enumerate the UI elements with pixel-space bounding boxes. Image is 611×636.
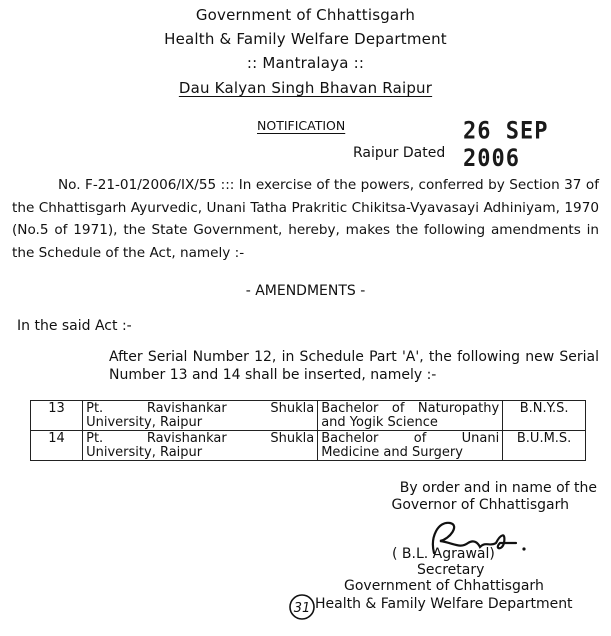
seal-stamp-icon bbox=[287, 592, 317, 622]
degree-word: Bachelor bbox=[321, 401, 379, 416]
university-word: Pt. bbox=[86, 401, 104, 416]
amendments-heading bbox=[0, 283, 611, 299]
degree-line1 bbox=[321, 402, 499, 416]
degree-line1 bbox=[321, 432, 499, 446]
serial-number-cell: 13 bbox=[31, 401, 83, 431]
signatory-name: ( B.L. Agrawal) bbox=[392, 546, 495, 562]
university-word: Ravishankar bbox=[146, 401, 227, 416]
schedule-table bbox=[30, 400, 586, 461]
university-line2: University, Raipur bbox=[86, 444, 203, 460]
degree-abbreviation-cell: B.U.M.S. bbox=[503, 431, 586, 461]
university-word: Ravishankar bbox=[146, 431, 227, 446]
in-said-act: In the said Act :- bbox=[17, 318, 132, 334]
degree-word: of bbox=[391, 401, 405, 416]
header-government: Government of Chhattisgarh bbox=[195, 6, 416, 24]
signatory-department: Health & Family Welfare Department bbox=[315, 596, 573, 612]
university-cell bbox=[83, 401, 318, 431]
amendments-heading-text: - AMENDMENTS - bbox=[245, 283, 366, 299]
signatory-designation: Secretary bbox=[417, 562, 485, 578]
signatory-government: Government of Chhattisgarh bbox=[344, 578, 544, 594]
date-stamp: 26 SEP 2006 bbox=[463, 117, 549, 173]
degree-word: Naturopathy bbox=[417, 401, 500, 416]
university-line1 bbox=[86, 402, 314, 416]
degree-word: Unani bbox=[461, 431, 500, 446]
degree-line2: Medicine and Surgery bbox=[321, 444, 463, 460]
university-word: Shukla bbox=[270, 401, 315, 416]
schedule-row bbox=[31, 431, 586, 461]
university-word: Pt. bbox=[86, 431, 104, 446]
header-address: Dau Kalyan Singh Bhavan Raipur bbox=[178, 79, 433, 97]
notification-paragraph bbox=[12, 174, 599, 264]
university-line2: University, Raipur bbox=[86, 414, 203, 430]
degree-word: Bachelor bbox=[321, 431, 379, 446]
university-line1 bbox=[86, 432, 314, 446]
header-department: Health & Family Welfare Department bbox=[164, 30, 447, 48]
svg-text:31: 31 bbox=[293, 601, 311, 616]
degree-abbreviation-cell: B.N.Y.S. bbox=[503, 401, 586, 431]
degree-cell bbox=[318, 431, 503, 461]
university-word: Shukla bbox=[270, 431, 315, 446]
governor-line: Governor of Chhattisgarh bbox=[391, 497, 569, 513]
dated-label: Raipur Dated bbox=[353, 145, 446, 161]
degree-cell bbox=[318, 401, 503, 431]
by-order-line: By order and in name of the bbox=[399, 480, 597, 496]
degree-line2: and Yogik Science bbox=[321, 414, 438, 430]
serial-number-cell: 14 bbox=[31, 431, 83, 461]
paragraph-text: No. F-21-01/2006/IX/55 ::: In exercise of the powers, conferred by Section 37 of the Chhattisgarh Ayurvedic, Unani Tatha Prakritic Chikitsa-Vyavasayi Adhiniyam, 1970 (No.5 of 1971), the State Government, hereby, makes the following amendments in the Schedule of the Act, namely :- bbox=[12, 177, 599, 261]
notification-title: NOTIFICATION bbox=[257, 118, 346, 133]
university-cell bbox=[83, 431, 318, 461]
header-mantralaya: :: Mantralaya :: bbox=[246, 54, 365, 72]
instruction-text: After Serial Number 12, in Schedule Part 'A', the following new Serial Number 13 and 14 shall be inserted, namely :- bbox=[109, 349, 599, 383]
schedule-row bbox=[31, 401, 586, 431]
degree-word: of bbox=[413, 431, 427, 446]
